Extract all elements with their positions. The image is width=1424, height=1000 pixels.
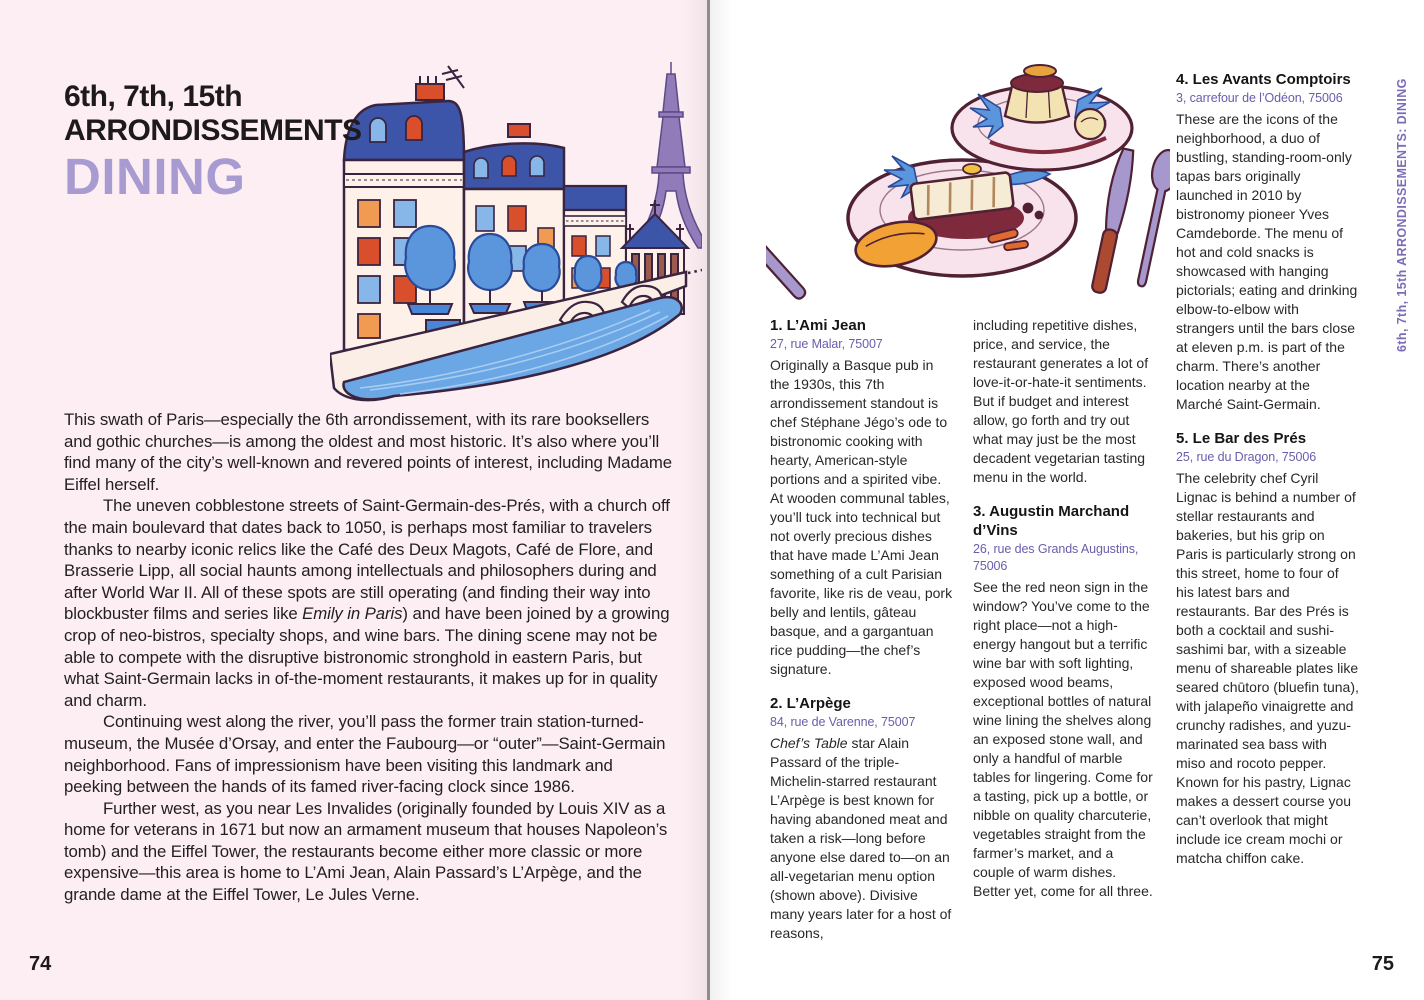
restaurant-name: 1. L’Ami Jean (770, 317, 866, 334)
book-gutter (707, 0, 710, 1000)
restaurant-address: 25, rue du Dragon, 75006 (1176, 450, 1317, 464)
chapter-running-header: 6th, 7th, 15th ARRONDISSEMENTS: DINING (1395, 78, 1409, 352)
chapter-title-line2: ARRONDISSEMENTS (64, 114, 362, 147)
intro-paragraph-1: This swath of Paris—especially the 6th arrondissement, with its rare booksellers and gothic churches—is among the oldest and most historic. It’s also where you’ll find many of the city’s well-known and revered points of interest, including Madame Eiffel herself. (64, 410, 672, 494)
restaurant-description: Chef’s Table star Alain Passard of the triple-Michelin-starred restaurant L’Arpège is best known for having abandoned meat and taken a risk—long before anyone else dared to—on an all-vegetarian menu option (shown above). Divisive many years later for a host of reasons, (770, 735, 952, 941)
restaurant-entry-larpege-continued (973, 316, 1157, 487)
restaurant-description: These are the icons of the neighborhood, a duo of bustling, standing-room-only tapas bars originally launched in 2010 by bistronomy pioneer Yves Camdeborde. The menu of hot and cold snacks is showcased with hanging pictorials; eating and drinking elbow-to-elbow with strangers until the bars close at eleven p.m. is part of the charm. There’s another location nearby at the Marché Saint-Germain. (1176, 111, 1358, 412)
restaurant-description: The celebrity chef Cyril Lignac is behind a number of stellar restaurants and bakeries, but his grip on Paris is particularly strong on this street, home to four of his latest bars and restaurants. Bar des Prés is both a cocktail and sushi-sashimi bar, with a sizeable menu of shareable plates like seared chūtoro (bluefin tuna), with jalapeño vinaigrette and crunchy radishes, and yuzu-marinated sea bass with miso and rocoto pepper. Known for his pastry, Lignac makes a dessert course you can’t overlook that might include ice cream mochi or matcha chiffon cake. (1176, 470, 1359, 866)
intro-paragraph-3: Continuing west along the river, you’ll pass the former train station-turned-museum, the Musée d’Orsay, and enter the Faubourg—or “outer”—Saint-Germain neighborhood. Fans of impressionism have been visiting this landmark and peeking between the hands of its famed river-facing clock since 1986. (64, 712, 666, 797)
restaurant-entry-les-avants-comptoirs (1176, 70, 1360, 414)
restaurant-name: 3. Augustin Marchand d’Vins (973, 503, 1130, 539)
paris-buildings-illustration (330, 58, 702, 404)
chapter-title (64, 80, 362, 203)
restaurant-name: 4. Les Avants Comptoirs (1176, 71, 1351, 88)
chapter-title-line1: 6th, 7th, 15th (64, 80, 243, 113)
restaurant-name: 2. L’Arpège (770, 695, 851, 712)
column-1 (770, 316, 954, 958)
page-number-right: 75 (1371, 953, 1394, 975)
restaurant-description: Originally a Basque pub in the 1930s, this 7th arrondissement standout is chef Stéphane Jégo’s ode to bistronomic cooking with hearty, American-style portions and a spirited vibe. At wooden communal tables, you’ll tuck into technical but not overly precious dishes that have made L’Ami Jean something of a cult Parisian favorite, like ris de veau, pork belly and lentils, gâteau basque, and a gargantuan rice pudding—the chef’s signature. (770, 357, 953, 677)
page-number-left: 74 (29, 953, 52, 975)
restaurant-description-continued: including repetitive dishes, price, and service, the restaurant generates a lot of love-it-or-hate-it sentiments. But if budget and interest allow, go forth and try out what may just be the most decadent vegetarian tasting menu in the world. (973, 317, 1149, 485)
restaurant-entry-lami-jean (770, 316, 954, 679)
dining-plates-illustration (766, 48, 1170, 310)
restaurant-address: 27, rue Malar, 75007 (770, 337, 883, 351)
restaurant-entry-augustin-marchand-dvins (973, 502, 1157, 901)
restaurant-description: See the red neon sign in the window? You’ve come to the right place—not a high-energy hangout but a terrific wine bar with soft lighting, exposed wood beams, exceptional bottles of natural wine lining the shelves along an exposed stone wall, and only a handful of marble tables for lingering. Come for a tasting, pick up a bottle, or nibble on quality charcuterie, vegetables straight from the farmer’s market, and a couple of warm dishes. Better yet, come for all three. (973, 579, 1153, 899)
restaurant-address: 3, carrefour de l’Odéon, 75006 (1176, 91, 1343, 105)
restaurant-entry-le-bar-des-pres (1176, 429, 1360, 868)
restaurant-entry-larpege (770, 694, 954, 943)
intro-paragraph-2: The uneven cobblestone streets of Saint-Germain-des-Prés, with a church off the main boulevard that dates back to 1050, is perhaps most familiar to travelers thanks to nearby iconic relics like the Café des Deux Magots, Café de Flore, and Brasserie Lipp, all social haunts among intellectuals and philosophers during and after World War II. All of these spots are still operating (and finding their way into blockbuster films and series like Emily in Paris) and have been joined by a growing crop of neo-bistros, specialty shops, and wine bars. The dining scene may not be able to compete with the disruptive bistronomic stronghold in eastern Paris, but what Saint-Germain lacks in of-the-moment restaurants, it makes up for in quality and charm. (64, 496, 670, 710)
left-page (0, 0, 708, 1000)
column-3 (1176, 70, 1360, 883)
intro-paragraph-4: Further west, as you near Les Invalides (originally founded by Louis XIV as a home for veterans in 1671 but now an armament museum that houses Napoleon’s tomb) and the Eiffel Tower, the restaurants become either more classic or more expensive—this area is home to L’Ami Jean, Alain Passard’s L’Arpège, and the grande dame at the Eiffel Tower, Le Jules Verne. (64, 798, 668, 905)
column-2 (973, 316, 1157, 916)
restaurant-name: 5. Le Bar des Prés (1176, 430, 1307, 447)
right-page (710, 0, 1424, 1000)
chapter-title-dining: DINING (64, 148, 246, 205)
restaurant-address: 26, rue des Grands Augustins, 75006 (973, 542, 1139, 573)
restaurant-address: 84, rue de Varenne, 75007 (770, 715, 916, 729)
intro-text (64, 409, 672, 906)
